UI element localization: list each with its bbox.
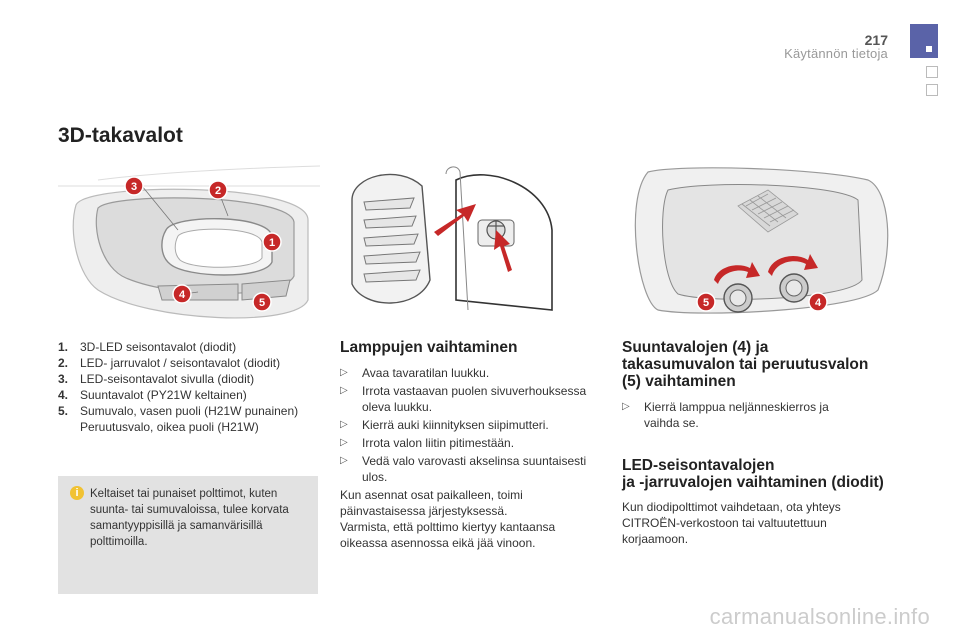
indicator-section: [622, 339, 902, 433]
step-item: ▷ Kierrä lamppua neljänneskierros ja vaihda se.: [622, 400, 829, 430]
arrow-icon: ▷: [340, 437, 348, 448]
callout-2-label: 2: [214, 185, 222, 197]
info-text: Keltaiset tai punaiset polttimot, kuten suunta- tai sumuvaloissa, tulee korvata samantyyppisillä ja samanvärisillä polttimoilla.: [90, 488, 289, 548]
indicator-heading: Suuntavalojen (4) ja takasumuvalon tai peruutusvalon (5) vaihtaminen: [622, 339, 869, 390]
callout-1-label: 1: [268, 237, 276, 249]
lamp-change-heading: Lamppujen vaihtaminen: [340, 339, 518, 356]
lamp-change-outro-2: Varmista, että polttimo kiertyy kantaansa oikeassa asennossa eikä jää vinoon.: [340, 520, 556, 550]
led-section: [622, 457, 902, 547]
section-title: Käytännön tietoja: [784, 46, 888, 61]
step-item: ▷ Irrota valon liitin pitimestään.: [340, 436, 515, 450]
arrow-icon: ▷: [340, 455, 348, 466]
chapter-tab[interactable]: [926, 66, 938, 78]
list-item: 3. LED-seisontavalot sivulla (diodit): [58, 372, 255, 386]
chapter-tab[interactable]: [926, 84, 938, 96]
list-item: 1. 3D-LED seisontavalot (diodit): [58, 340, 237, 354]
callout-4-label: 4: [178, 289, 186, 301]
callout-3-label: 3: [130, 181, 138, 193]
list-item: Peruutusvalo, oikea puoli (H21W): [80, 420, 259, 434]
bulb-socket-figure: [618, 160, 902, 330]
led-text: Kun diodipolttimot vaihdetaan, ota yhteys CITROËN-verkostoon tai valtuutettuun korjaamoon.: [622, 500, 841, 546]
arrow-icon: ▷: [340, 385, 348, 396]
callout-5-label: 5: [702, 297, 710, 309]
list-item: 4. Suuntavalot (PY21W keltainen): [58, 388, 247, 402]
rear-light-figure: [58, 160, 320, 330]
chapter-tab-active[interactable]: [910, 24, 938, 58]
info-box: [58, 476, 318, 594]
side-panel-figure: [338, 160, 600, 330]
led-heading: LED-seisontavalojen ja -jarruvalojen vaihtaminen (diodit): [622, 457, 884, 491]
page-number: 217: [864, 32, 888, 48]
legend-list: [58, 339, 338, 435]
step-item: ▷ Irrota vastaavan puolen sivuverhouksessa oleva luukku.: [340, 384, 587, 414]
list-item: 2. LED- jarruvalot / seisontavalot (diodit): [58, 356, 281, 370]
page-title: 3D-takavalot: [58, 124, 183, 147]
arrow-icon: ▷: [340, 367, 348, 378]
info-icon: i: [70, 486, 84, 500]
step-item: ▷ Vedä valo varovasti akselinsa suuntaisesti ulos.: [340, 454, 587, 484]
lamp-change-outro: Kun asennat osat paikalleen, toimi päinvastaisessa järjestyksessä.: [340, 488, 523, 518]
watermark: carmanualsonline.info: [709, 604, 930, 629]
arrow-icon: ▷: [622, 401, 630, 412]
callout-5-label: 5: [258, 297, 266, 309]
step-item: ▷ Kierrä auki kiinnityksen siipimutteri.: [340, 418, 549, 432]
step-item: ▷ Avaa tavaratilan luukku.: [340, 366, 490, 380]
list-item: 5. Sumuvalo, vasen puoli (H21W punainen): [58, 404, 299, 418]
lamp-change-section: [340, 339, 600, 551]
arrow-icon: ▷: [340, 419, 348, 430]
callout-4-label: 4: [814, 297, 822, 309]
